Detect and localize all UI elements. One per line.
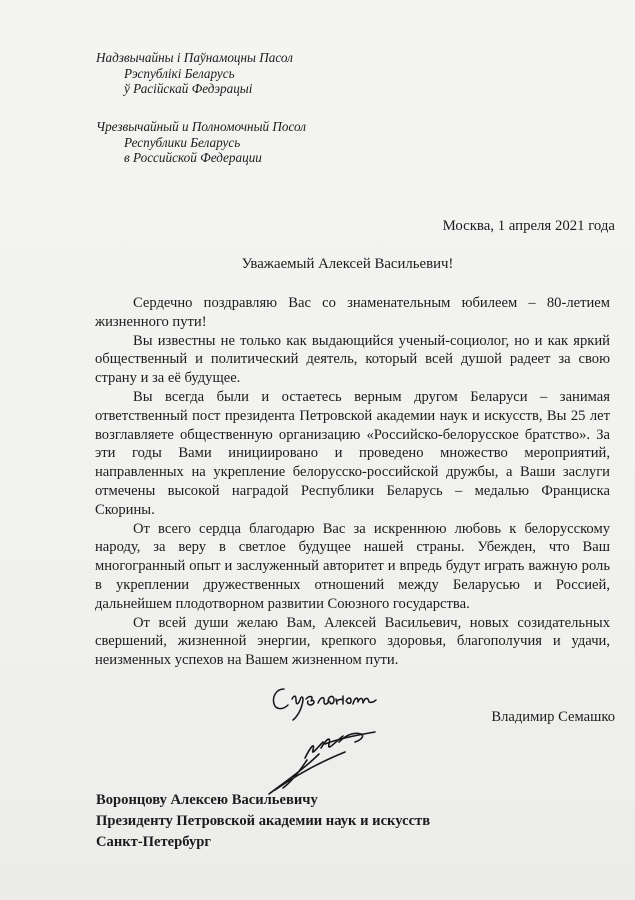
addressee-block <box>96 790 430 853</box>
addressee-name: Воронцову Алексею Васильевичу <box>96 792 318 808</box>
signer-name: Владимир Семашко <box>491 709 615 725</box>
salutation: Уважаемый Алексей Васильевич! <box>241 256 454 272</box>
letter-date: Москва, 1 апреля 2021 года <box>442 218 615 234</box>
body-paragraph: От всей души желаю Вам, Алексей Васильевич, новых созидательных свершений, жизненной энергии, крепкого здоровья, благополучия и удачи, неизменных успехов на Вашем жизненном пути. <box>95 614 610 669</box>
body-paragraph: Вы всегда были и остаетесь верным другом Беларуси – занимая ответственный пост президента Петровской академии наук и искусств, Вы 25 лет возглавляете общественную организацию «Российско-белорусское братство». За эти годы Вами инициировано и проведено множество мероприятий, направленных на укрепление белорусско-российской дружбы, а Ваши заслуги отмечены высокой наградой Республики Беларусь – медалью Франциска Скорины. <box>95 388 610 518</box>
header-line: ў Расійскай Федэрацыі <box>124 81 253 96</box>
body-paragraph: Сердечно поздравляю Вас со знаменательным юбилеем – 80-летием жизненного пути! <box>95 295 610 330</box>
body-paragraph: От всего сердца благодарю Вас за искреннюю любовь к белорусскому народу, за веру в светлое будущее нашей страны. Убежден, что Ваш многогранный опыт и заслуженный авторитет и впредь будут играть важную роль в укреплении дружественных отношений между Беларусью и Россией, дальнейшем плодотворном развитии Союзного государства. <box>95 520 610 612</box>
header-line: Чрезвычайный и Полномочный Посол <box>96 119 307 134</box>
letter-body <box>95 294 610 670</box>
header-line: Рэспублікі Беларусь <box>124 65 235 81</box>
header-line: Надзвычайны і Паўнамоцны Пасол <box>96 50 293 65</box>
handwritten-closing <box>270 683 395 723</box>
header-line: в Российской Федерации <box>124 150 262 165</box>
addressee-position: Президенту Петровской академии наук и искусств <box>96 813 431 829</box>
body-paragraph: Вы известны не только как выдающийся ученый-социолог, но и как яркий общественный и политический деятель, который всей душой радеет за свою страну и за её будущее. <box>95 332 610 387</box>
addressee-city: Санкт-Петербург <box>96 834 212 850</box>
sender-header-belarusian <box>96 50 293 97</box>
sender-header-russian <box>96 119 306 166</box>
header-line: Республики Беларусь <box>124 134 241 150</box>
